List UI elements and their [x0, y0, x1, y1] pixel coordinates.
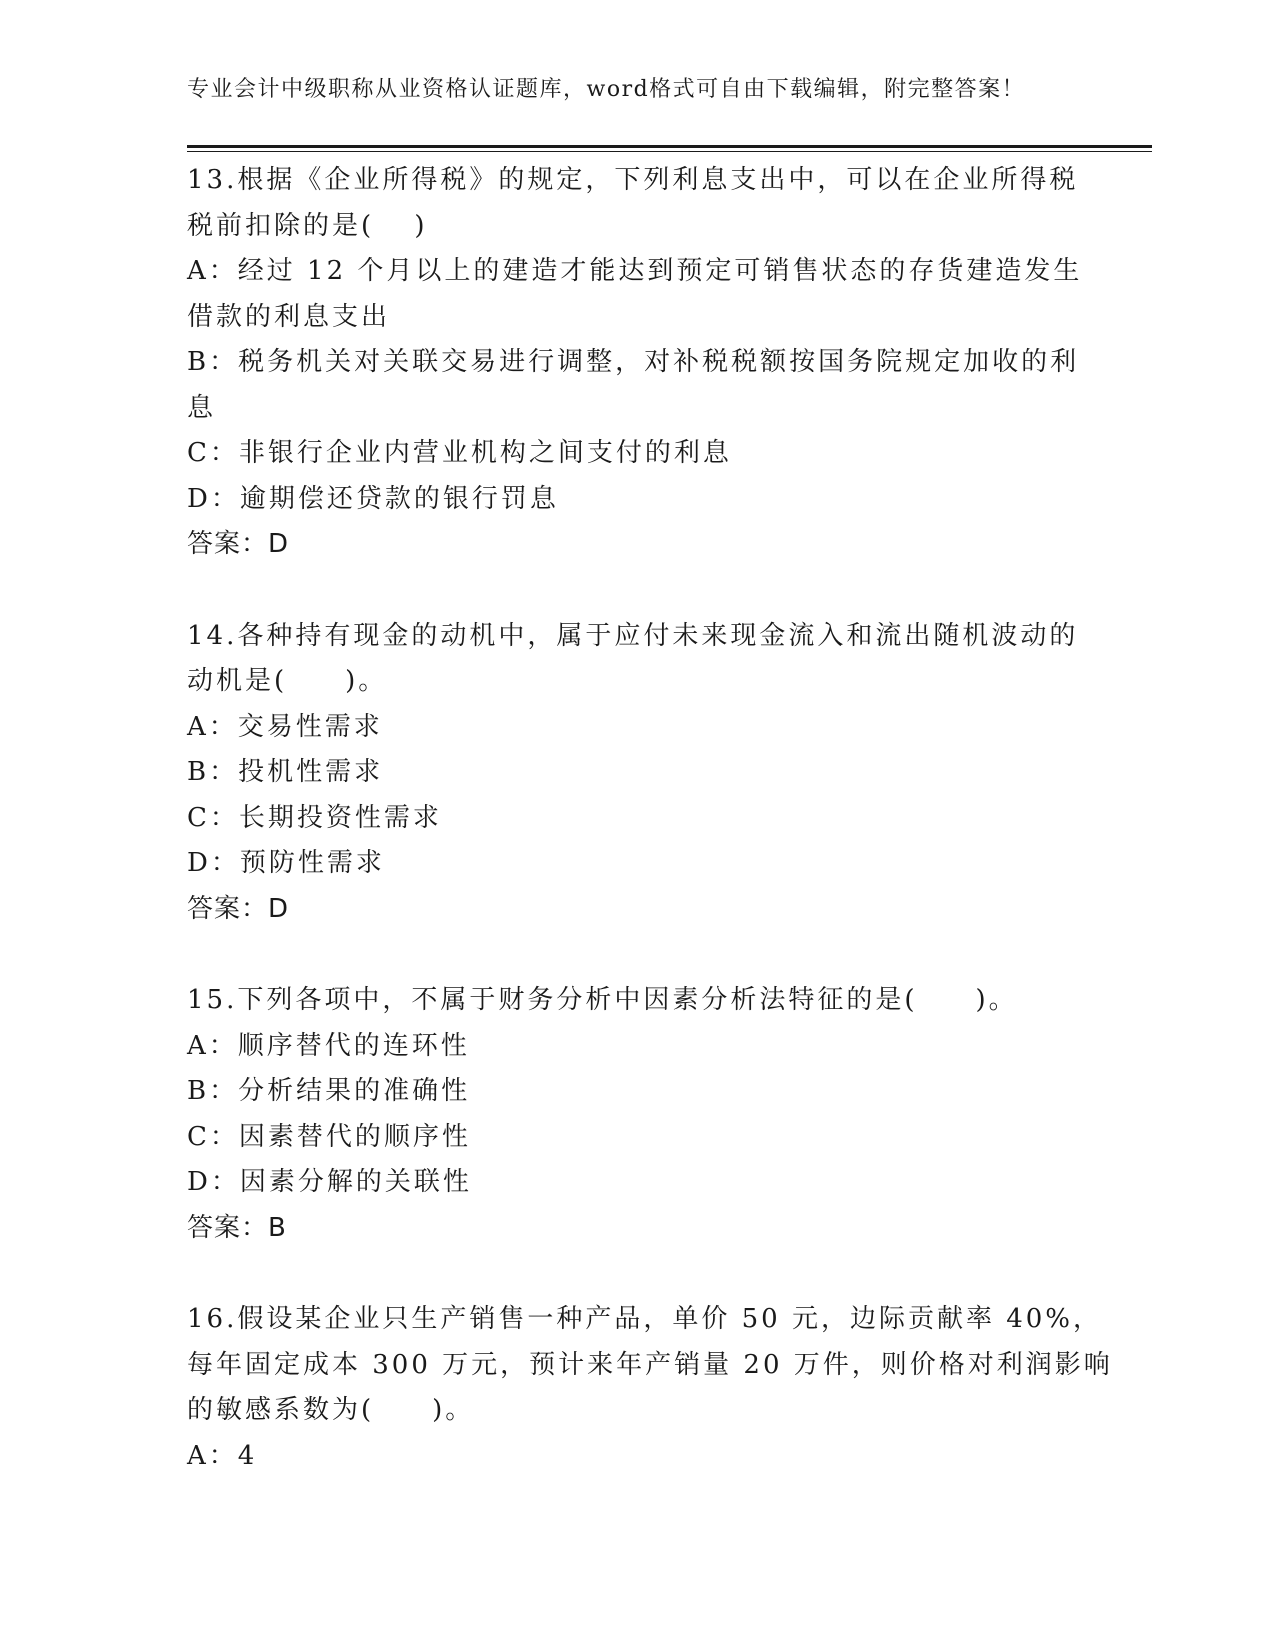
- question-spacer: [187, 1251, 1077, 1297]
- header-rule-thick: [187, 145, 1152, 148]
- header-rule-thin: [187, 151, 1152, 152]
- question-stem-line: 14.各种持有现金的动机中，属于应付未来现金流入和流出随机波动的: [187, 620, 1079, 651]
- answer-line: 答案：D: [187, 893, 290, 924]
- question-stem-line: 税前扣除的是( ): [187, 210, 428, 241]
- question-block: [187, 978, 1077, 1251]
- question-spacer: [187, 932, 1077, 978]
- question-stem-line: 的敏感系数为( )。: [187, 1395, 475, 1425]
- option-line: D：预防性需求: [187, 848, 385, 878]
- question-list: [187, 158, 1113, 1479]
- question-stem-line: 每年固定成本 300 万元，预计来年产销量 20 万件，则价格对利润影响: [187, 1349, 1113, 1380]
- question-block: [187, 614, 1077, 933]
- option-line: A：经过 12 个月以上的建造才能达到预定可销售状态的存货建造发生: [187, 256, 1083, 286]
- option-line: A：交易性需求: [187, 711, 383, 742]
- question-block: [187, 158, 1083, 568]
- option-line: D：因素分解的关联性: [187, 1167, 472, 1197]
- question-stem-line: 16.假设某企业只生产销售一种产品，单价 50 元，边际贡献率 40%，: [187, 1304, 1103, 1334]
- answer-line: 答案：B: [187, 1212, 287, 1243]
- question-spacer: [187, 568, 1077, 614]
- option-line: A：4: [187, 1440, 258, 1471]
- option-line: 借款的利息支出: [187, 301, 391, 332]
- option-line: B：投机性需求: [187, 757, 384, 787]
- option-line: B：税务机关对关联交易进行调整，对补税税额按国务院规定加收的利: [187, 347, 1080, 377]
- option-line: C：长期投资性需求: [187, 802, 442, 833]
- option-line: 息: [187, 392, 217, 423]
- option-line: C：非银行企业内营业机构之间支付的利息: [187, 438, 732, 468]
- question-stem-line: 动机是( )。: [187, 666, 388, 696]
- question-stem-line: 15.下列各项中，不属于财务分析中因素分析法特征的是( )。: [187, 985, 1018, 1015]
- option-line: C：因素替代的顺序性: [187, 1121, 471, 1152]
- page-header: 专业会计中级职称从业资格认证题库，word格式可自由下载编辑，附完整答案！: [187, 77, 1026, 102]
- answer-line: 答案：D: [187, 529, 290, 559]
- option-line: B：分析结果的准确性: [187, 1076, 471, 1106]
- question-block: [187, 1297, 1113, 1479]
- option-line: D：逾期偿还贷款的银行罚息: [187, 483, 559, 514]
- option-line: A：顺序替代的连环性: [187, 1030, 470, 1061]
- question-stem-line: 13.根据《企业所得税》的规定，下列利息支出中，可以在企业所得税: [187, 165, 1079, 195]
